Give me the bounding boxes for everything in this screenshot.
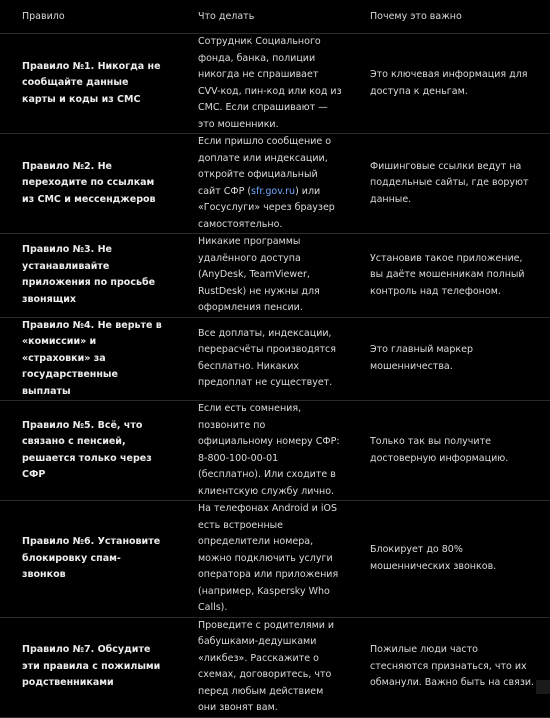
reason-cell: Пожилые люди часто стесняются признаться, что их обманули. Важно быть на связи.: [348, 617, 550, 717]
rule-cell: Правило №7. Обсудите эти правила с пожилыми родственниками: [0, 617, 174, 717]
reason-cell: Только так вы получите достоверную информацию.: [348, 401, 550, 501]
table-row: [0, 617, 550, 717]
action-cell: На телефонах Android и iOS есть встроенные определители номера, можно подключить услуги оператора или приложения (например, Kaspersky Who Calls).: [174, 501, 348, 618]
reason-cell: Установив такое приложение, вы даёте мошенникам полный контроль над телефоном.: [348, 234, 550, 318]
action-text-after: ) или «Госуслуги» через браузер самостоятельно.: [198, 185, 335, 230]
rule-cell: Правило №2. Не переходите по ссылкам из СМС и мессенджеров: [0, 134, 174, 234]
rule-cell: Правило №6. Установите блокировку спам-звонков: [0, 501, 174, 618]
action-cell: Проведите с родителями и бабушками-дедушками «ликбез». Расскажите о схемах, договоритесь, что перед любым действием они звонят вам.: [174, 617, 348, 717]
column-header-why: Почему это важно: [348, 0, 550, 34]
table-row: [0, 234, 550, 318]
action-cell: Никакие программы удалённого доступа (AnyDesk, TeamViewer, RustDesk) не нужны для оформления пенсии.: [174, 234, 348, 318]
action-cell: Все доплаты, индексации, перерасчёты производятся бесплатно. Никаких предоплат не существует.: [174, 317, 348, 401]
rule-cell: Правило №4. Не верьте в «комиссии» и «страховки» за государственные выплаты: [0, 317, 174, 401]
table-row: [0, 317, 550, 401]
action-cell: Сотрудник Социального фонда, банка, полиции никогда не спрашивает CVV-код, пин-код или код из СМС. Если спрашивают — это мошенники.: [174, 34, 348, 134]
sfr-website-link[interactable]: sfr.gov.ru: [251, 185, 296, 197]
action-text-before: Если пришло сообщение о доплате или индексации, откройте официальный сайт СФР (: [198, 136, 332, 197]
table-row: [0, 34, 550, 134]
rule-cell: Правило №5. Всё, что связано с пенсией, решается только через СФР: [0, 401, 174, 501]
reason-cell: Это главный маркер мошенничества.: [348, 317, 550, 401]
table-header-row: [0, 0, 550, 34]
column-header-rule: Правило: [0, 0, 174, 34]
rule-cell: Правило №3. Не устанавливайте приложения по просьбе звонящих: [0, 234, 174, 318]
rule-cell: Правило №1. Никогда не сообщайте данные карты и коды из СМС: [0, 34, 174, 134]
table-row: [0, 134, 550, 234]
reason-cell: Блокирует до 80% мошеннических звонков.: [348, 501, 550, 618]
column-header-what: Что делать: [174, 0, 348, 34]
scrollbar-corner[interactable]: [536, 680, 550, 694]
reason-cell: Это ключевая информация для доступа к деньгам.: [348, 34, 550, 134]
table-row: [0, 501, 550, 618]
reason-cell: Фишинговые ссылки ведут на поддельные сайты, где воруют данные.: [348, 134, 550, 234]
action-cell: [174, 134, 348, 234]
action-cell: Если есть сомнения, позвоните по официальному номеру СФР: 8-800-100-00-01 (бесплатно). Или сходите в клиентскую службу лично.: [174, 401, 348, 501]
table-row: [0, 401, 550, 501]
